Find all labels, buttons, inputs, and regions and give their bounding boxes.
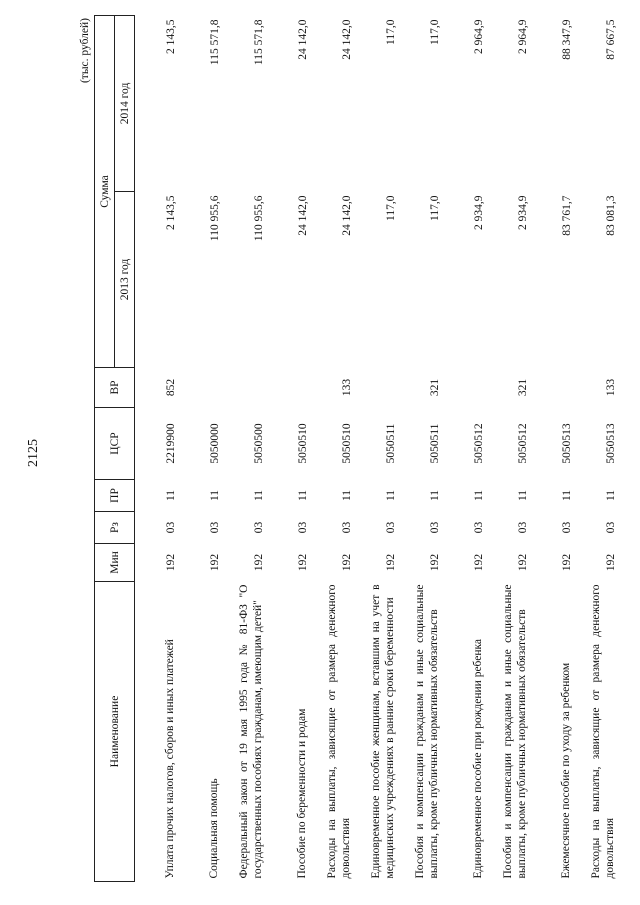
cell-pr: 11 [208, 489, 221, 502]
cell-min: 192 [428, 553, 441, 572]
cell-pr: 11 [164, 489, 177, 502]
table-row [135, 15, 179, 881]
cell-name: Единовременное пособие при рождении ребенка [471, 638, 484, 879]
cell-csr: 5050000 [208, 423, 221, 464]
table-row [443, 15, 487, 881]
cell-csr: 2219900 [164, 423, 177, 464]
cell-min: 192 [164, 553, 177, 572]
cell-name: Пособия и компенсации гражданам и иные социальные выплаты, кроме публичных нормативных обязательств [501, 584, 528, 879]
cell-min: 192 [208, 553, 221, 572]
page-number: 2125 [26, 439, 41, 467]
cell-2013: 24 142,0 [340, 195, 353, 236]
units-label: (тыс. рублей) [79, 18, 91, 84]
cell-2013: 117,0 [384, 195, 397, 221]
cell-min: 192 [560, 553, 573, 572]
cell-2013: 110 955,6 [252, 195, 265, 242]
cell-rz: 03 [428, 521, 441, 534]
header-csr: ЦСР [95, 408, 135, 480]
cell-rz: 03 [340, 521, 353, 534]
cell-rz: 03 [472, 521, 485, 534]
cell-name: Расходы на выплаты, зависящие от размера денежного довольствия [325, 584, 352, 879]
table-row [487, 15, 531, 881]
cell-2014: 115 571,8 [208, 19, 221, 66]
cell-2014: 24 142,0 [340, 19, 353, 60]
header-2014: 2014 год [115, 15, 135, 191]
cell-rz: 03 [384, 521, 397, 534]
cell-pr: 11 [428, 489, 441, 502]
cell-2013: 110 955,6 [208, 195, 221, 242]
table-row [179, 15, 223, 881]
cell-2014: 24 142,0 [296, 19, 309, 60]
cell-min: 192 [340, 553, 353, 572]
header-min: Мин [95, 544, 135, 582]
cell-min: 192 [252, 553, 265, 572]
cell-csr: 5050511 [384, 423, 397, 464]
cell-2014: 115 571,8 [252, 19, 265, 66]
cell-name: Пособие по беременности и родам [295, 708, 308, 879]
cell-vr: 852 [164, 378, 177, 397]
cell-rz: 03 [604, 521, 617, 534]
cell-name: Уплата прочих налогов, сборов и иных платежей [163, 639, 176, 879]
cell-min: 192 [604, 553, 617, 572]
cell-vr: 133 [604, 378, 617, 397]
cell-pr: 11 [296, 489, 309, 502]
cell-2014: 117,0 [428, 19, 441, 45]
cell-2013: 2 934,9 [516, 195, 529, 230]
cell-2013: 83 081,3 [604, 195, 617, 236]
cell-2013: 83 761,7 [560, 195, 573, 236]
cell-vr: 133 [340, 378, 353, 397]
cell-vr [223, 368, 267, 408]
cell-name: Федеральный закон от 19 мая 1995 года № 81-ФЗ "О государственных пособиях гражданам, имеющим детей" [237, 584, 264, 879]
cell-vr: 321 [428, 378, 441, 397]
table-row [355, 15, 399, 881]
cell-csr: 5050512 [472, 423, 485, 464]
cell-2013: 2 143,5 [164, 195, 177, 230]
table-row [575, 15, 619, 881]
cell-2013: 117,0 [428, 195, 441, 221]
cell-min: 192 [384, 553, 397, 572]
cell-pr: 11 [604, 489, 617, 502]
header-pr: ПР [95, 480, 135, 512]
cell-vr [355, 368, 399, 408]
cell-vr [179, 368, 223, 408]
table-row [267, 15, 311, 881]
cell-min: 192 [472, 553, 485, 572]
header-sum: Сумма [95, 15, 115, 367]
table-row [399, 15, 443, 881]
cell-pr: 11 [252, 489, 265, 502]
table-header [95, 15, 135, 881]
table-row [531, 15, 575, 881]
cell-name: Социальная помощь [207, 778, 220, 879]
cell-pr: 11 [472, 489, 485, 502]
rotated-table-block [76, 16, 626, 882]
cell-rz: 03 [296, 521, 309, 534]
header-rz: Рз [95, 512, 135, 544]
cell-min: 192 [516, 553, 529, 572]
cell-vr [531, 368, 575, 408]
cell-pr: 11 [516, 489, 529, 502]
cell-min: 192 [296, 553, 309, 572]
cell-2014: 2 964,9 [472, 19, 485, 54]
cell-2013: 2 934,9 [472, 195, 485, 230]
table-row [223, 15, 267, 881]
cell-rz: 03 [516, 521, 529, 534]
cell-name: Расходы на выплаты, зависящие от размера денежного довольствия [589, 584, 616, 879]
cell-rz: 03 [252, 521, 265, 534]
cell-pr: 11 [384, 489, 397, 502]
cell-rz: 03 [208, 521, 221, 534]
cell-rz: 03 [164, 521, 177, 534]
cell-csr: 5050512 [516, 423, 529, 464]
header-vr: ВР [95, 368, 135, 408]
cell-2013: 24 142,0 [296, 195, 309, 236]
table-body [135, 15, 619, 881]
cell-name: Единовременное пособие женщинам, вставшим на учет в медицинских учреждениях в ранние сроки беременности [369, 584, 396, 879]
cell-2014: 87 667,5 [604, 19, 617, 60]
cell-rz: 03 [560, 521, 573, 534]
cell-2014: 2 143,5 [164, 19, 177, 54]
cell-csr: 5050510 [340, 423, 353, 464]
budget-table [94, 15, 619, 882]
cell-csr: 5050500 [252, 423, 265, 464]
cell-2014: 88 347,9 [560, 19, 573, 60]
cell-csr: 5050513 [604, 423, 617, 464]
cell-vr [267, 368, 311, 408]
cell-csr: 5050510 [296, 423, 309, 464]
cell-name: Ежемесячное пособие по уходу за ребенком [559, 662, 572, 879]
cell-name: Пособия и компенсации гражданам и иные социальные выплаты, кроме публичных нормативных обязательств [413, 584, 440, 879]
table-row [311, 15, 355, 881]
cell-csr: 5050511 [428, 423, 441, 464]
header-name: Наименование [95, 582, 135, 882]
cell-vr [443, 368, 487, 408]
cell-pr: 11 [560, 489, 573, 502]
header-2013: 2013 год [115, 192, 135, 368]
cell-pr: 11 [340, 489, 353, 502]
cell-2014: 2 964,9 [516, 19, 529, 54]
cell-csr: 5050513 [560, 423, 573, 464]
cell-vr: 321 [516, 378, 529, 397]
cell-2014: 117,0 [384, 19, 397, 45]
